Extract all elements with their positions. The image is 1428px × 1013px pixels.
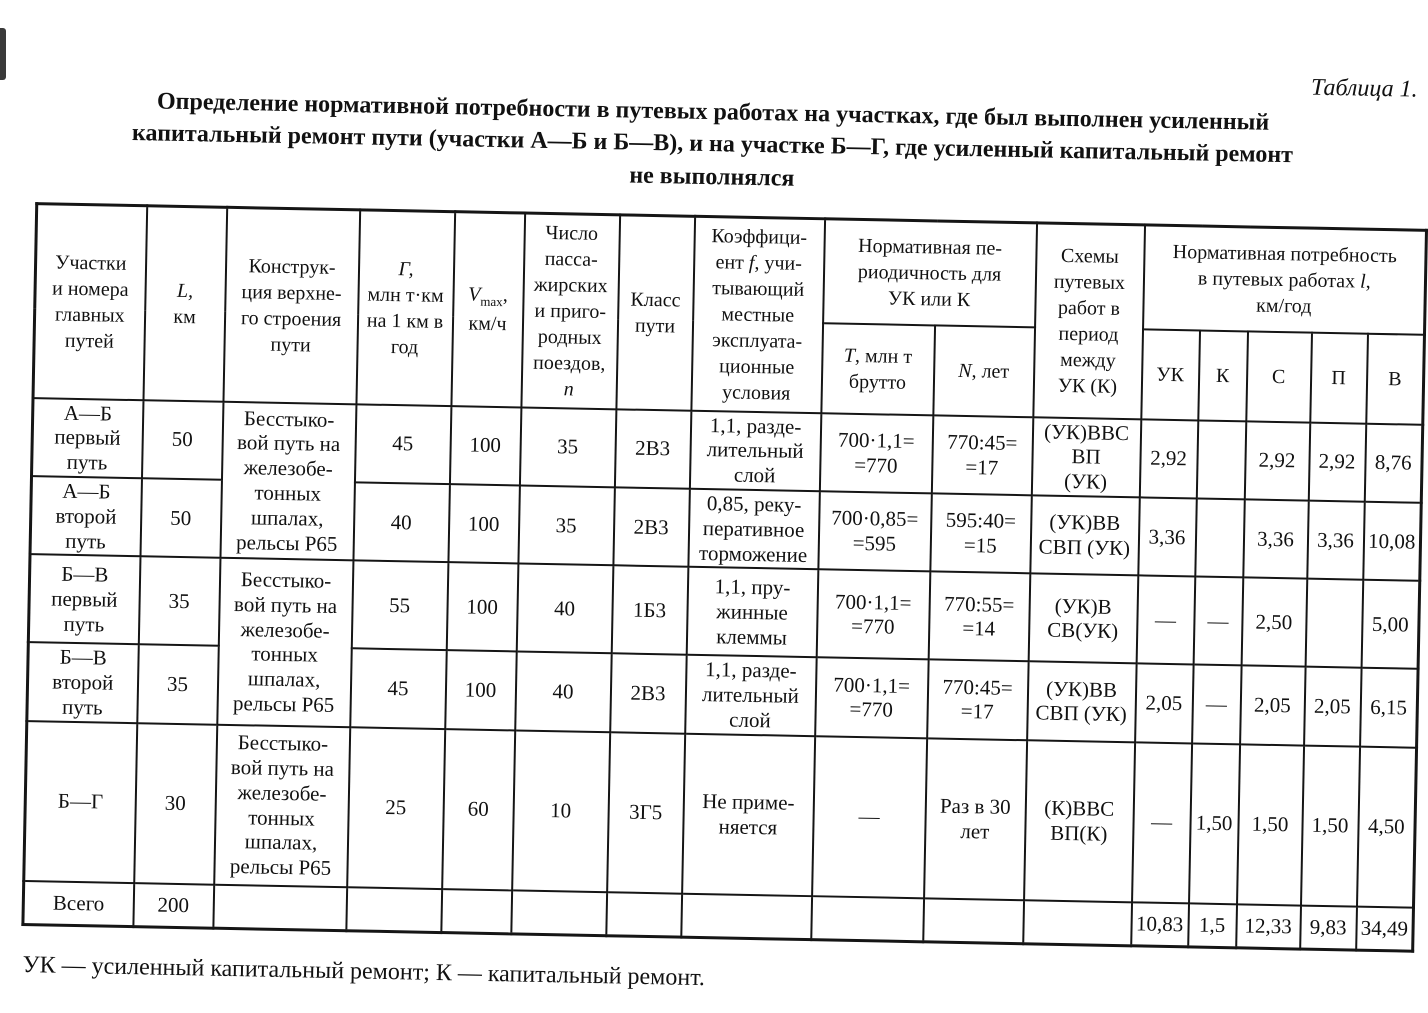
cell-load: 45 (354, 404, 450, 484)
cell-section: Б—Г (24, 721, 137, 883)
cell-coefficient: 0,85, реку- перативное торможение (688, 489, 819, 570)
cell-length: 30 (134, 723, 217, 885)
cell-scheme: (УК)ВВ СВП (УК) (1027, 662, 1136, 742)
requirements-table (21, 202, 1428, 953)
cell-section: Б—В первый путь (28, 554, 140, 644)
cell-p: 1,50 (1301, 745, 1360, 906)
cell-v: 6,15 (1360, 668, 1419, 747)
cell-total-label: Всего (23, 881, 134, 927)
cell-trains: 35 (518, 485, 614, 565)
cell-k: — (1193, 577, 1243, 666)
header-n-years: N, лет (933, 325, 1035, 417)
header-uk: УК (1141, 329, 1200, 420)
cell-s: 2,50 (1241, 578, 1307, 667)
cell-length: 50 (140, 478, 221, 558)
cell-coefficient: 1,1, разде- лительный слой (685, 655, 816, 736)
cell-uk: 3,36 (1138, 497, 1196, 576)
cell-class: 3Г5 (607, 732, 685, 893)
cell-n: 770:45= =17 (931, 415, 1032, 495)
cell-k: — (1192, 665, 1241, 744)
cell-load: 45 (350, 649, 446, 729)
cell-empty (441, 889, 512, 934)
cell-vmax: 100 (446, 562, 518, 651)
cell-empty (1023, 900, 1132, 946)
cell-section: А—Б второй путь (30, 476, 141, 556)
cell-total-v: 34,49 (1356, 906, 1414, 951)
cell-class: 1Б3 (611, 566, 688, 655)
cell-n: 770:55= =14 (928, 572, 1030, 662)
cell-class: 2В3 (613, 487, 689, 567)
cell-construction: Бесстыко- вой путь на железобе- тонных шпалах, рельсы Р65 (217, 558, 353, 727)
cell-empty (511, 890, 607, 936)
header-construction: Конструк- ция верхне- го строения пути (223, 207, 360, 404)
cell-total-p: 9,83 (1300, 905, 1357, 950)
header-length: L, км (143, 206, 227, 402)
cell-scheme: (УК)ВВС ВП (УК) (1031, 417, 1140, 497)
cell-length: 35 (138, 556, 220, 646)
cell-scheme: (К)ВВС ВП(К) (1024, 740, 1135, 902)
header-schemes: Схемы путевых работ в период между УК (К) (1033, 223, 1145, 419)
cell-total-k: 1,5 (1188, 903, 1237, 948)
cell-class: 2В3 (610, 654, 686, 734)
cell-total-s: 12,33 (1236, 904, 1301, 949)
header-row-1 (35, 204, 1427, 335)
cell-empty (811, 896, 924, 942)
header-periodicity-group: Нормативная пе- риодичность для УК или К (823, 219, 1037, 327)
cell-total-length: 200 (133, 883, 214, 929)
cell-coefficient: 1,1, пру- жинные клеммы (686, 567, 818, 657)
header-s: С (1246, 331, 1312, 422)
cell-n: 770:45= =17 (927, 660, 1028, 740)
cell-p: 2,05 (1304, 667, 1361, 746)
cell-t: 700·1,1= =770 (816, 569, 930, 659)
cell-s: 2,05 (1240, 666, 1305, 746)
cell-p (1305, 579, 1363, 668)
cell-length: 50 (141, 400, 222, 480)
cell-uk: 2,05 (1135, 664, 1193, 743)
header-v: В (1366, 333, 1425, 424)
cell-p: 3,36 (1307, 501, 1364, 580)
cell-construction: Бесстыко- вой путь на железобе- тонных шпалах, рельсы Р65 (214, 724, 350, 887)
cell-empty (923, 898, 1024, 944)
cell-s: 2,92 (1244, 421, 1309, 501)
cell-total-uk: 10,83 (1131, 902, 1189, 947)
header-need-group: Нормативная потребность в путевых работах l, км/год (1143, 225, 1427, 334)
table-row (24, 721, 1417, 908)
cell-k (1195, 498, 1244, 577)
cell-s: 3,36 (1243, 499, 1308, 579)
header-t-gross: Т, млн т брутто (821, 323, 935, 415)
cell-v: 10,08 (1363, 502, 1422, 581)
page-title: Определение нормативной потребности в путевых работах на участках, где был выполнен усиленный капитальный ремонт пути (участки А—Б и Б—В), и на участке Б—Г, где усиленный капитальный ремонт не выполнялся (131, 88, 1294, 192)
cell-t: — (812, 736, 927, 898)
cell-trains: 10 (512, 730, 610, 892)
cell-uk: 2,92 (1139, 419, 1197, 498)
cell-vmax: 100 (449, 406, 520, 486)
cell-section: А—Б первый путь (32, 398, 143, 478)
table-caption-label: Таблица 1. (1310, 74, 1418, 103)
cell-vmax: 60 (442, 729, 515, 890)
cell-v: 8,76 (1364, 423, 1423, 502)
footnote: УК — усиленный капитальный ремонт; К — капитальный ремонт. (22, 952, 706, 992)
cell-v: 5,00 (1361, 580, 1420, 669)
cell-trains: 40 (516, 564, 613, 654)
cell-load: 25 (347, 727, 445, 889)
cell-t: 700·0,85= =595 (818, 491, 931, 571)
cell-empty (681, 893, 812, 939)
cell-uk: — (1132, 742, 1192, 903)
cell-scheme: (УК)ВВ СВП (УК) (1030, 495, 1139, 575)
cell-v: 4,50 (1356, 746, 1416, 907)
cell-vmax: 100 (448, 484, 519, 564)
cell-n: 595:40= =15 (930, 493, 1031, 573)
header-k: К (1198, 330, 1248, 421)
header-p: П (1310, 332, 1368, 423)
cell-uk: — (1136, 576, 1195, 665)
header-traffic-load: Г, млн т·км на 1 км в год (356, 210, 455, 406)
cell-section: Б—В второй путь (27, 642, 138, 722)
cell-trains: 40 (515, 652, 611, 732)
header-vmax: $V_{max}$, км/ч (451, 212, 525, 407)
cell-length: 35 (137, 644, 218, 724)
cell-load: 55 (351, 561, 448, 651)
header-sections: Участки и номера главных путей (33, 204, 147, 400)
header-passenger-trains: Число пасса- жирских и приго- родных поездов, n (521, 213, 620, 409)
cell-coefficient: 1,1, разде- лительный слой (689, 410, 820, 491)
header-track-class: Класс пути (616, 215, 695, 410)
cell-class: 2В3 (614, 409, 690, 489)
cell-load: 40 (353, 482, 449, 562)
cell-scheme: (УК)В СВ(УК) (1028, 574, 1138, 664)
cell-construction: Бесстыко- вой путь на железобе- тонных шпалах, рельсы Р65 (220, 401, 356, 560)
cell-t: 700·1,1= =770 (819, 413, 932, 493)
cell-empty (213, 884, 347, 931)
header-coefficient: Коэффици- ент f, учи- тывающий местные эксплуата- ционные условия (691, 216, 825, 412)
cell-empty (606, 892, 682, 937)
cell-t: 700·1,1= =770 (815, 657, 928, 737)
cell-trains: 35 (519, 407, 615, 487)
cell-p: 2,92 (1308, 422, 1365, 501)
cell-empty (346, 887, 442, 933)
cell-s: 1,50 (1237, 744, 1304, 905)
cell-n: Раз в 30 лет (924, 738, 1027, 900)
cell-k (1196, 420, 1245, 499)
cell-coefficient: Не приме- няется (682, 733, 815, 895)
cell-k: 1,50 (1189, 743, 1240, 904)
cell-vmax: 100 (445, 650, 516, 730)
